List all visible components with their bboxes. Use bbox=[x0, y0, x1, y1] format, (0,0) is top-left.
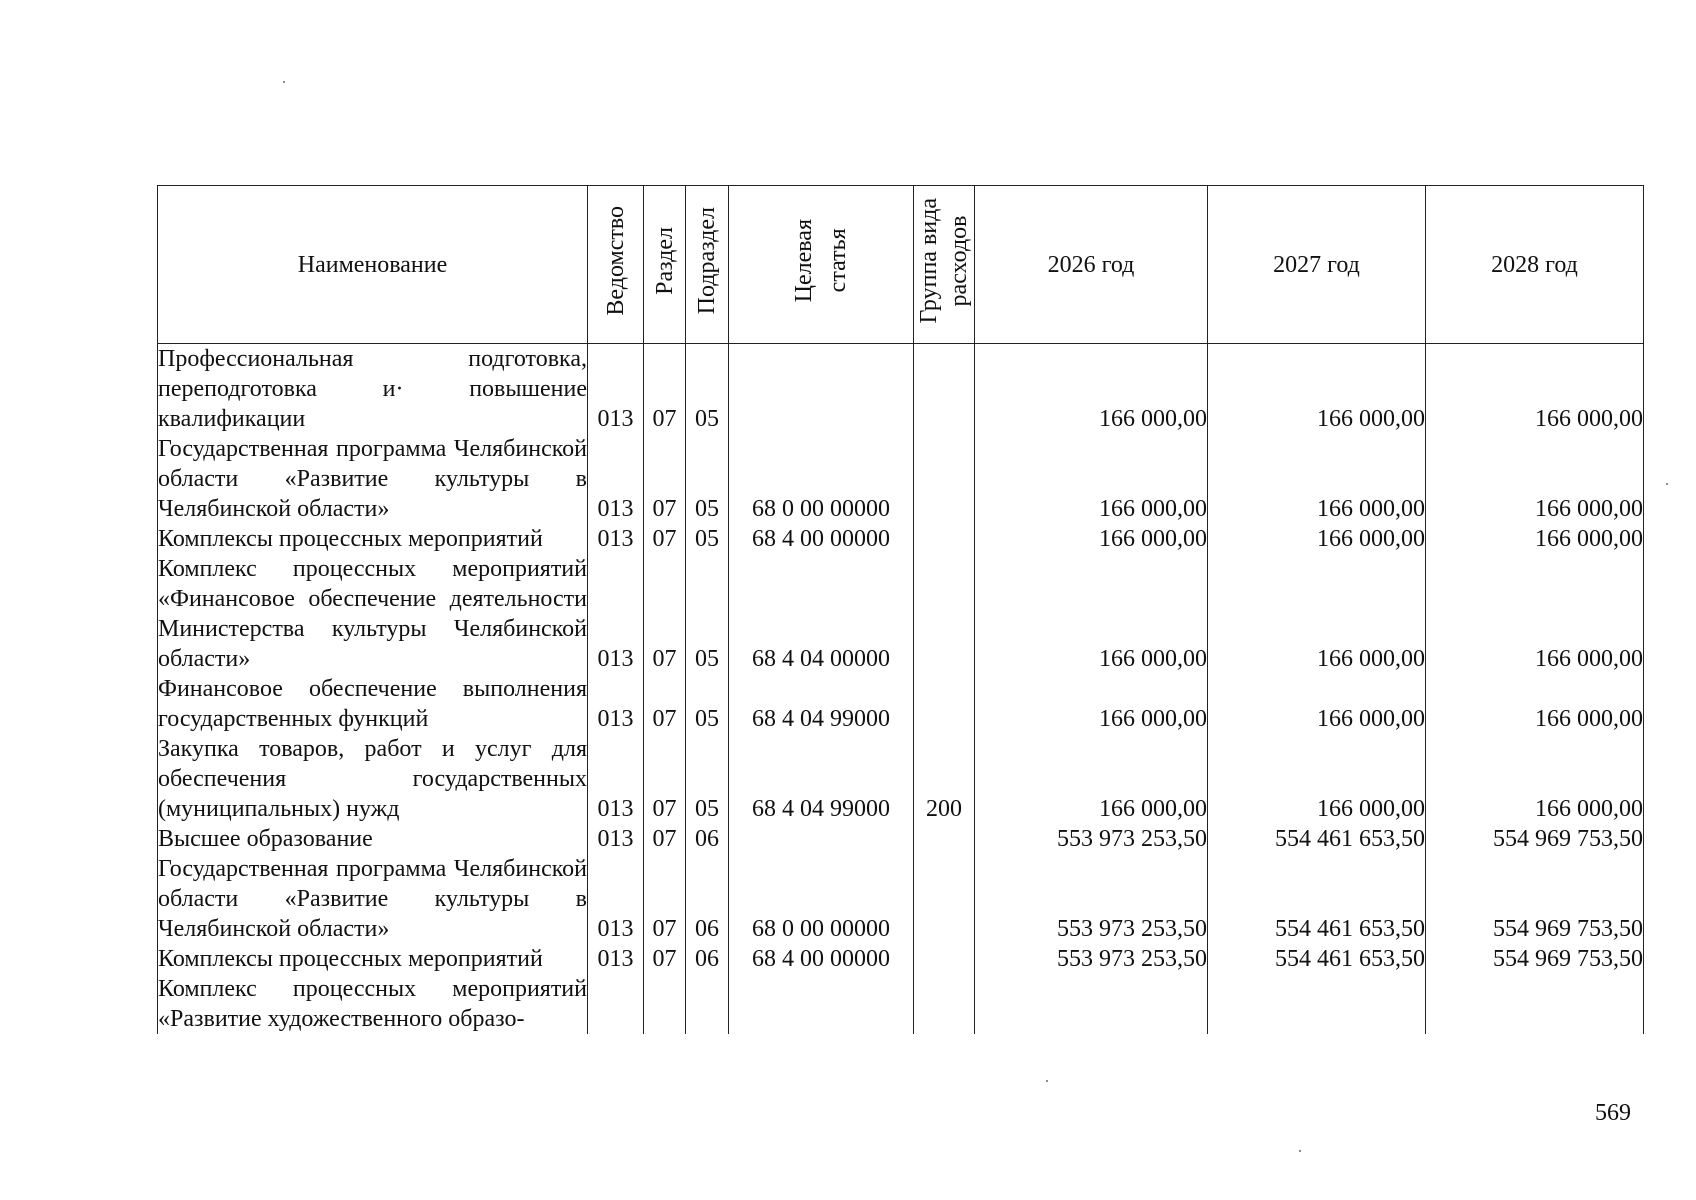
row-amount-2028: 554 969 753,50 bbox=[1426, 944, 1644, 974]
row-amount-2027: 166 000,00 bbox=[1208, 344, 1426, 435]
header-year-2028: 2028 год bbox=[1426, 186, 1644, 344]
row-section: 07 bbox=[644, 824, 686, 854]
row-subsection: 06 bbox=[686, 854, 729, 944]
table-row bbox=[158, 554, 1644, 674]
row-amount-2026: 166 000,00 bbox=[975, 434, 1208, 524]
row-target-article: 68 4 04 00000 bbox=[729, 554, 914, 674]
row-expense-group bbox=[914, 974, 975, 1034]
row-expense-group bbox=[914, 824, 975, 854]
row-amount-2028: 166 000,00 bbox=[1426, 674, 1644, 734]
header-section: Раздел bbox=[644, 186, 686, 344]
row-department bbox=[588, 974, 644, 1034]
table-row bbox=[158, 824, 1644, 854]
row-section bbox=[644, 974, 686, 1034]
row-target-article bbox=[729, 974, 914, 1034]
row-name: Государственная программа Челябинской области «Развитие культуры в Челябинской области» bbox=[158, 436, 587, 522]
table-row bbox=[158, 344, 1644, 435]
row-amount-2028: 166 000,00 bbox=[1426, 554, 1644, 674]
row-amount-2026: 166 000,00 bbox=[975, 344, 1208, 435]
row-amount-2027: 166 000,00 bbox=[1208, 674, 1426, 734]
row-subsection: 06 bbox=[686, 824, 729, 854]
row-amount-2028: 166 000,00 bbox=[1426, 344, 1644, 435]
header-expense-group: Группа вида расходов bbox=[914, 186, 975, 344]
row-department: 013 bbox=[588, 824, 644, 854]
row-expense-group bbox=[914, 434, 975, 524]
row-name: Закупка товаров, работ и услуг для обеспечения государственных (муниципальных) нужд bbox=[158, 736, 587, 822]
row-amount-2026: 166 000,00 bbox=[975, 674, 1208, 734]
row-section: 07 bbox=[644, 524, 686, 554]
table-row bbox=[158, 674, 1644, 734]
row-target-article: 68 4 04 99000 bbox=[729, 674, 914, 734]
table-row bbox=[158, 434, 1644, 524]
row-department: 013 bbox=[588, 734, 644, 824]
row-amount-2028: 166 000,00 bbox=[1426, 734, 1644, 824]
table-row bbox=[158, 524, 1644, 554]
row-department: 013 bbox=[588, 554, 644, 674]
row-target-article: 68 4 04 99000 bbox=[729, 734, 914, 824]
row-name: Финансовое обеспечение выполнения государственных функций bbox=[158, 676, 587, 732]
budget-table bbox=[157, 185, 1644, 1034]
row-name: Высшее образование bbox=[158, 824, 588, 854]
row-amount-2027 bbox=[1208, 974, 1426, 1034]
row-amount-2027: 554 461 653,50 bbox=[1208, 854, 1426, 944]
table-header-row bbox=[158, 186, 1644, 344]
row-name: Комплекс процессных мероприятий «Финансовое обеспечение деятельности Министерства культуры Челябинской области» bbox=[158, 556, 587, 672]
row-amount-2026: 166 000,00 bbox=[975, 554, 1208, 674]
row-amount-2028: 554 969 753,50 bbox=[1426, 824, 1644, 854]
header-year-2026: 2026 год bbox=[975, 186, 1208, 344]
row-expense-group bbox=[914, 674, 975, 734]
table-body bbox=[158, 344, 1644, 1035]
row-amount-2026 bbox=[975, 974, 1208, 1034]
row-subsection: 06 bbox=[686, 944, 729, 974]
row-subsection: 05 bbox=[686, 554, 729, 674]
row-section: 07 bbox=[644, 434, 686, 524]
header-year-2027: 2027 год bbox=[1208, 186, 1426, 344]
row-name: Государственная программа Челябинской области «Развитие культуры в Челябинской области» bbox=[158, 856, 587, 942]
table-row bbox=[158, 944, 1644, 974]
row-expense-group bbox=[914, 854, 975, 944]
row-expense-group bbox=[914, 344, 975, 435]
row-department: 013 bbox=[588, 944, 644, 974]
row-section: 07 bbox=[644, 854, 686, 944]
page-number: 569 bbox=[1595, 1100, 1631, 1126]
header-name: Наименование bbox=[158, 186, 588, 344]
row-expense-group: 200 bbox=[914, 734, 975, 824]
row-amount-2027: 166 000,00 bbox=[1208, 734, 1426, 824]
row-department: 013 bbox=[588, 434, 644, 524]
row-section: 07 bbox=[644, 344, 686, 435]
row-amount-2028 bbox=[1426, 974, 1644, 1034]
header-department: Ведомство bbox=[588, 186, 644, 344]
scan-speck bbox=[1666, 483, 1668, 485]
row-amount-2027: 554 461 653,50 bbox=[1208, 944, 1426, 974]
row-amount-2026: 553 973 253,50 bbox=[975, 854, 1208, 944]
row-target-article: 68 0 00 00000 bbox=[729, 854, 914, 944]
row-subsection: 05 bbox=[686, 434, 729, 524]
row-amount-2027: 166 000,00 bbox=[1208, 434, 1426, 524]
row-subsection: 05 bbox=[686, 734, 729, 824]
row-amount-2026: 553 973 253,50 bbox=[975, 944, 1208, 974]
row-name: Комплекс процессных мероприятий «Развитие художественного образо- bbox=[158, 976, 587, 1032]
row-name: Комплексы процессных мероприятий bbox=[158, 524, 588, 554]
row-subsection bbox=[686, 974, 729, 1034]
row-name: Комплексы процессных мероприятий bbox=[158, 944, 588, 974]
row-amount-2028: 554 969 753,50 bbox=[1426, 854, 1644, 944]
row-section: 07 bbox=[644, 674, 686, 734]
row-section: 07 bbox=[644, 734, 686, 824]
row-subsection: 05 bbox=[686, 524, 729, 554]
row-department: 013 bbox=[588, 524, 644, 554]
row-department: 013 bbox=[588, 674, 644, 734]
row-amount-2027: 166 000,00 bbox=[1208, 554, 1426, 674]
scan-speck bbox=[283, 81, 285, 83]
row-name: Профессиональная подготовка, переподготовка и· повышение квалификации bbox=[158, 344, 588, 435]
row-amount-2026: 166 000,00 bbox=[975, 734, 1208, 824]
row-department: 013 bbox=[588, 344, 644, 435]
row-amount-2028: 166 000,00 bbox=[1426, 434, 1644, 524]
row-expense-group bbox=[914, 554, 975, 674]
scan-speck bbox=[1046, 1080, 1048, 1082]
row-target-article bbox=[729, 344, 914, 435]
row-target-article: 68 4 00 00000 bbox=[729, 944, 914, 974]
row-subsection: 05 bbox=[686, 674, 729, 734]
header-target-article: Целевая статья bbox=[729, 186, 914, 344]
row-amount-2027: 554 461 653,50 bbox=[1208, 824, 1426, 854]
row-target-article: 68 4 00 00000 bbox=[729, 524, 914, 554]
row-expense-group bbox=[914, 944, 975, 974]
row-department: 013 bbox=[588, 854, 644, 944]
scan-speck bbox=[1299, 1150, 1301, 1152]
row-amount-2027: 166 000,00 bbox=[1208, 524, 1426, 554]
row-section: 07 bbox=[644, 944, 686, 974]
row-subsection: 05 bbox=[686, 344, 729, 435]
table-row bbox=[158, 854, 1644, 944]
row-amount-2026: 166 000,00 bbox=[975, 524, 1208, 554]
row-amount-2028: 166 000,00 bbox=[1426, 524, 1644, 554]
row-expense-group bbox=[914, 524, 975, 554]
row-target-article: 68 0 00 00000 bbox=[729, 434, 914, 524]
table-row bbox=[158, 734, 1644, 824]
row-section: 07 bbox=[644, 554, 686, 674]
header-subsection: Подраздел bbox=[686, 186, 729, 344]
row-amount-2026: 553 973 253,50 bbox=[975, 824, 1208, 854]
table-row bbox=[158, 974, 1644, 1034]
row-target-article bbox=[729, 824, 914, 854]
